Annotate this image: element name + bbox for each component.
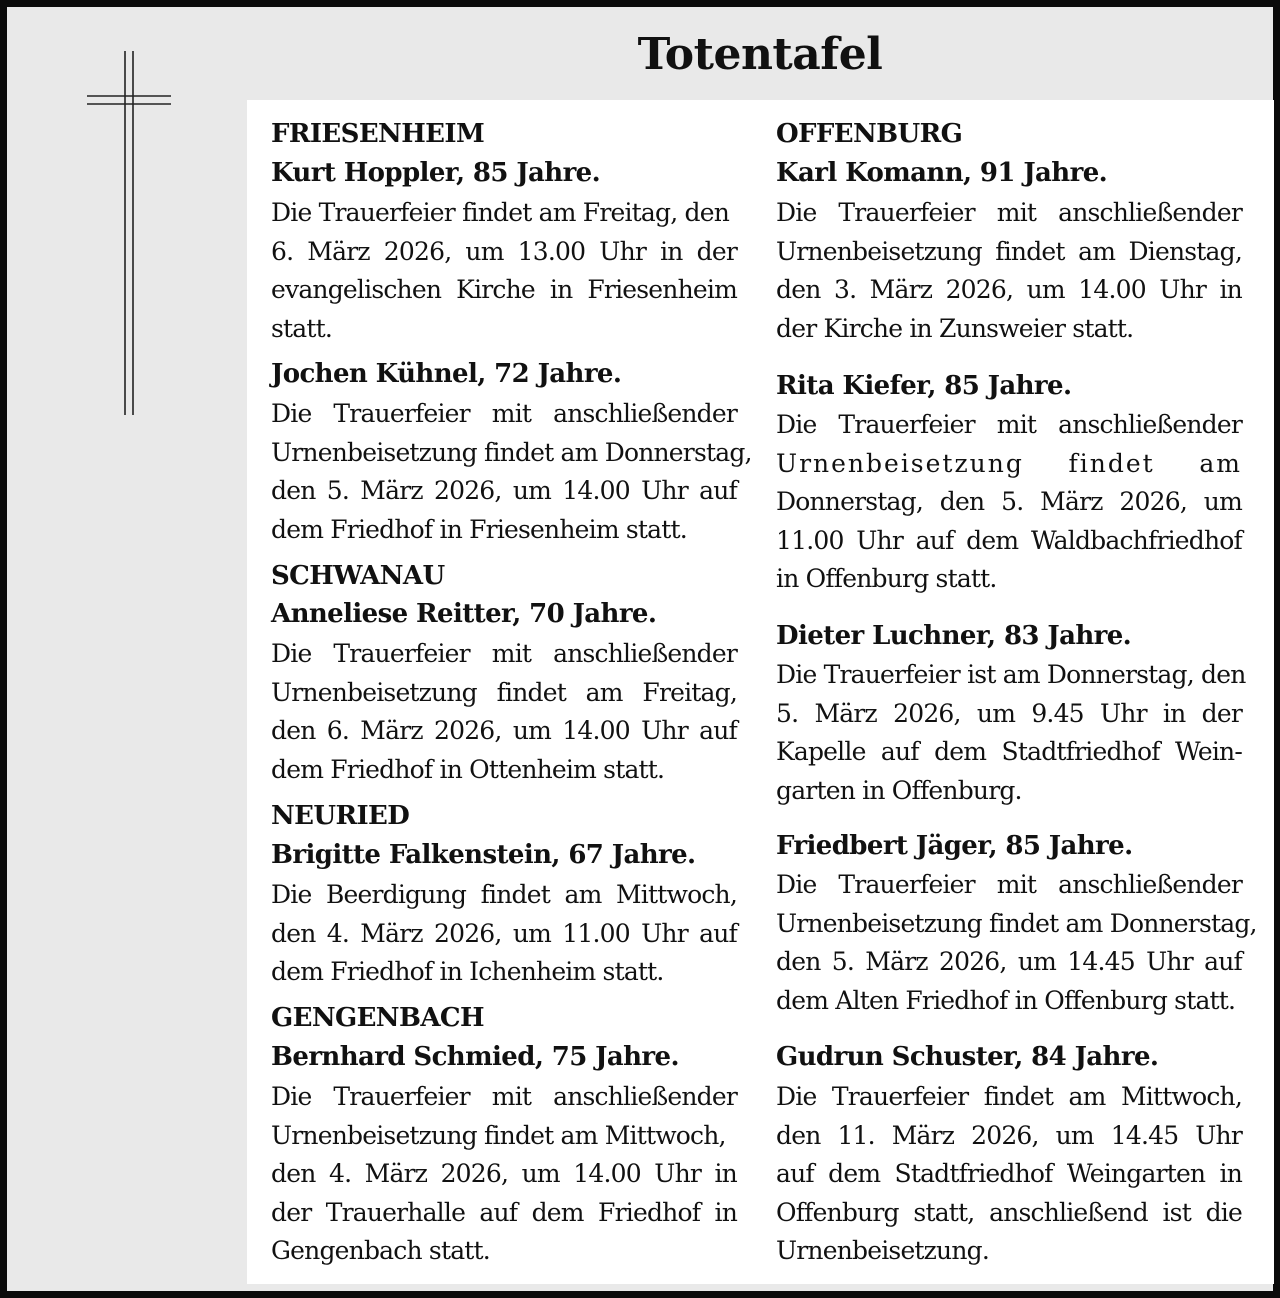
notice-line: 6. März 2026, um 13.00 Uhr in der — [271, 236, 737, 266]
person-name-hoppler: Kurt Hoppler, 85 Jahre. — [271, 158, 601, 188]
notice-line: den 5. März 2026, um 14.45 Uhr auf — [776, 947, 1242, 976]
notice-line: dem Friedhof in Ottenheim statt. — [271, 754, 665, 784]
notice-line: Die Trauerfeier mit anschließender — [776, 410, 1242, 439]
notice-line: den 11. März 2026, um 14.45 Uhr — [776, 1120, 1242, 1150]
person-name-jaeger: Friedbert Jäger, 85 Jahre. — [776, 831, 1133, 861]
notice-line: dem Friedhof in Friesenheim statt. — [271, 514, 687, 544]
notice-line: Urnenbeisetzung findet am — [776, 448, 1242, 478]
person-name-schuster: Gudrun Schuster, 84 Jahre. — [776, 1042, 1159, 1072]
notice-line: Kapelle auf dem Stadtfriedhof Wein- — [776, 737, 1242, 766]
notice-line: evangelischen Kirche in Friesenheim — [271, 275, 737, 304]
person-name-kiefer: Rita Kiefer, 85 Jahre. — [776, 371, 1072, 401]
notice-line: Urnenbeisetzung findet am Freitag, — [271, 677, 737, 707]
place-heading-offenburg: OFFENBURG — [776, 119, 963, 149]
notice-line: Die Beerdigung findet am Mittwoch, — [271, 880, 737, 909]
notice-line: 5. März 2026, um 9.45 Uhr in der — [776, 698, 1242, 728]
notice-line: dem Friedhof in Ichenheim statt. — [271, 957, 664, 986]
notice-schmied — [271, 1078, 737, 1271]
place-heading-neuried: NEURIED — [271, 801, 410, 831]
person-name-kuehnel: Jochen Kühnel, 72 Jahre. — [271, 359, 622, 389]
notice-line: den 3. März 2026, um 14.00 Uhr in — [776, 275, 1242, 304]
place-heading-gengenbach: GENGENBACH — [271, 1003, 484, 1033]
person-name-schmied: Bernhard Schmied, 75 Jahre. — [271, 1042, 679, 1072]
notice-reitter — [271, 635, 737, 789]
notice-line: auf dem Stadtfriedhof Weingarten in — [776, 1159, 1242, 1188]
notice-line: Gengenbach statt. — [271, 1236, 490, 1265]
notice-line: Urnenbeisetzung findet am Dienstag, — [776, 236, 1242, 266]
notice-line: Die Trauerfeier mit anschließender — [271, 1082, 737, 1111]
place-heading-friesenheim: FRIESENHEIM — [271, 119, 485, 149]
notice-schuster — [776, 1078, 1242, 1271]
notice-jaeger — [776, 866, 1257, 1020]
person-name-komann: Karl Komann, 91 Jahre. — [776, 158, 1108, 188]
notice-line: Die Trauerfeier mit anschließender — [776, 198, 1242, 227]
notice-kuehnel — [271, 395, 752, 549]
notice-line: Die Trauerfeier mit anschließender — [271, 639, 737, 668]
notice-line: statt. — [271, 313, 333, 343]
notice-line: in Offenburg statt. — [776, 564, 997, 593]
notice-line: den 6. März 2026, um 14.00 Uhr auf — [271, 716, 737, 745]
notice-line: Die Trauerfeier findet am Mittwoch, — [776, 1082, 1242, 1111]
notice-line: Die Trauerfeier mit anschließender — [271, 399, 737, 428]
notice-line: der Trauerhalle auf dem Friedhof in — [271, 1197, 737, 1227]
person-name-reitter: Anneliese Reitter, 70 Jahre. — [271, 599, 657, 629]
notice-line: der Kirche in Zunsweier statt. — [776, 313, 1134, 343]
notice-line: Urnenbeisetzung findet am Mittwoch, — [271, 1120, 726, 1150]
notice-line: Urnenbeisetzung findet am Donnerstag, — [776, 908, 1257, 938]
notice-line: den 5. März 2026, um 14.00 Uhr auf — [271, 476, 737, 505]
notice-line: den 4. März 2026, um 14.00 Uhr in — [271, 1159, 737, 1188]
notice-line: dem Alten Friedhof in Offenburg statt. — [776, 985, 1236, 1015]
notice-line: Urnenbeisetzung findet am Donnerstag, — [271, 437, 752, 467]
notice-komann — [776, 194, 1242, 348]
person-name-luchner: Dieter Luchner, 83 Jahre. — [776, 621, 1132, 651]
page-title: Totentafel — [637, 29, 883, 80]
obituary-content — [247, 100, 1274, 1284]
notice-line: 11.00 Uhr auf dem Waldbachfriedhof — [776, 525, 1242, 555]
notice-falkenstein — [271, 876, 737, 992]
notice-line: garten in Offenburg. — [776, 775, 1022, 805]
notice-hoppler — [271, 194, 737, 348]
person-name-falkenstein: Brigitte Falkenstein, 67 Jahre. — [271, 840, 696, 870]
notice-line: Donnerstag, den 5. März 2026, um — [776, 487, 1242, 516]
notice-line: Urnenbeisetzung. — [776, 1236, 990, 1265]
notice-line: Offenburg statt, anschließend ist die — [776, 1197, 1242, 1227]
notice-line: Die Trauerfeier mit anschließender — [776, 870, 1242, 899]
notice-kiefer — [776, 406, 1242, 599]
notice-line: Die Trauerfeier findet am Freitag, den — [271, 198, 730, 227]
place-heading-schwanau: SCHWANAU — [271, 561, 445, 591]
notice-line: den 4. März 2026, um 11.00 Uhr auf — [271, 918, 737, 948]
notice-line: Die Trauerfeier ist am Donnerstag, den — [776, 660, 1246, 689]
cross-icon — [83, 47, 175, 421]
notice-luchner — [776, 656, 1246, 810]
